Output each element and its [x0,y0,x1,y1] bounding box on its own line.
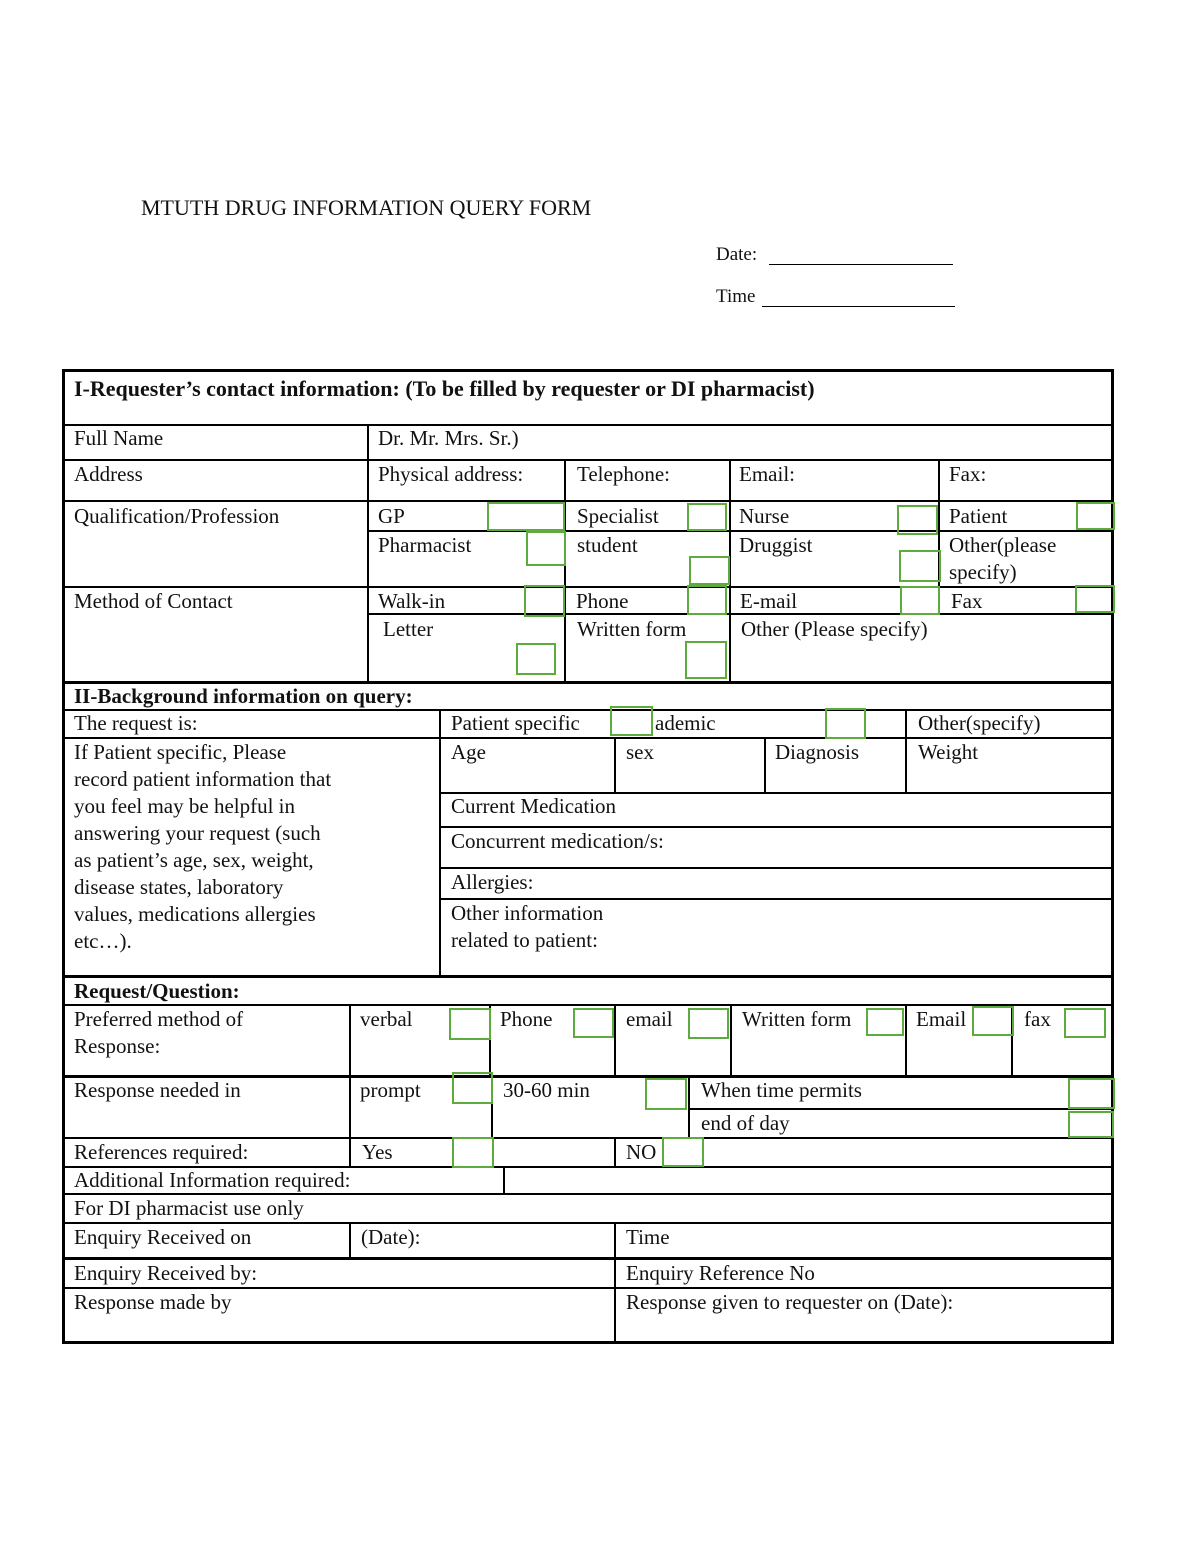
phone-contact-checkbox[interactable] [687,585,727,615]
telephone-field[interactable]: Telephone: [577,462,670,486]
when-permits-checkbox[interactable] [1068,1078,1115,1109]
written-form-label: Written form [577,617,687,641]
email-response-checkbox[interactable] [688,1008,729,1039]
preferred-method-label: Preferred method of [74,1007,244,1031]
time-field[interactable] [762,306,955,307]
response-needed-label: Response needed in [74,1078,241,1102]
instructions-line: values, medications allergies [74,902,316,926]
section3-header: Request/Question: [74,979,240,1003]
enquiry-date-field[interactable]: (Date): [361,1225,421,1249]
references-label: References required: [74,1140,249,1164]
other-contact-label: Other (Please specify) [741,617,928,641]
student-label: student [577,533,638,557]
col-divider [614,737,616,793]
response-made-by-field[interactable]: Response made by [74,1290,232,1314]
preferred-method-label-2: Response: [74,1034,161,1058]
enquiry-time-field[interactable]: Time [626,1225,670,1249]
druggist-label: Druggist [739,533,813,557]
additional-info-label: Additional Information required: [74,1168,351,1192]
student-checkbox[interactable] [689,556,730,585]
row-divider [62,500,1114,502]
walkin-label: Walk-in [378,589,446,613]
row-divider [440,867,1114,869]
col-divider [688,1075,690,1138]
col-divider [349,1004,351,1167]
letter-checkbox[interactable] [516,643,556,675]
email-contact-label: E-mail [740,589,798,613]
fax-field[interactable]: Fax: [949,462,987,486]
verbal-checkbox[interactable] [449,1008,491,1040]
other-profession-label-2: specify) [949,560,1017,584]
enquiry-reference-field[interactable]: Enquiry Reference No [626,1261,815,1285]
specialist-label: Specialist [577,504,659,528]
when-permits-label: When time permits [701,1078,862,1102]
patient-label: Patient [949,504,1008,528]
druggist-checkbox[interactable] [899,550,941,582]
full-name-field[interactable]: Dr. Mr. Mrs. Sr.) [378,426,519,450]
age-field[interactable]: Age [451,740,486,764]
col-divider [367,424,369,682]
instructions-line: etc…). [74,929,132,953]
email-response-label: email [626,1007,673,1031]
gp-label: GP [378,504,405,528]
section1-header: I-Requester’s contact information: (To be filled by requester or DI pharmacist) [74,376,815,401]
response-given-field[interactable]: Response given to requester on (Date): [626,1290,954,1314]
letter-label: Letter [383,617,434,641]
yes-label: Yes [362,1140,393,1164]
fax-response-label: fax [1024,1007,1051,1031]
col-divider [905,709,907,793]
other-info-field[interactable]: Other information [451,901,604,925]
instructions-line: record patient information that [74,767,332,791]
verbal-label: verbal [360,1007,413,1031]
nurse-checkbox[interactable] [897,505,938,535]
table-border-top [62,369,1114,372]
email-field[interactable]: Email: [739,462,795,486]
col-divider [503,1166,505,1194]
instructions-line: disease states, laboratory [74,875,284,899]
diagnosis-field[interactable]: Diagnosis [775,740,859,764]
instructions-line: you feel may be helpful in [74,794,296,818]
fax-contact-checkbox[interactable] [1075,585,1115,613]
phone-response-label: Phone [500,1007,553,1031]
qualification-label: Qualification/Profession [74,504,280,528]
col-divider [614,1222,616,1343]
academic-label: ademic [655,711,716,735]
fax-contact-label: Fax [951,589,983,613]
pharmacist-checkbox[interactable] [526,531,566,566]
written-response-checkbox[interactable] [866,1008,904,1036]
concurrent-medication-field[interactable]: Concurrent medication/s: [451,829,664,853]
allergies-field[interactable]: Allergies: [451,870,534,894]
address-label: Address [74,462,143,486]
section2-header: II-Background information on query: [74,684,413,708]
table-border-left [62,369,65,1343]
col-divider [439,709,441,976]
nurse-label: Nurse [739,504,790,528]
prompt-checkbox[interactable] [452,1072,493,1104]
col-divider [564,459,566,682]
email2-response-checkbox[interactable] [972,1006,1014,1036]
end-of-day-label: end of day [701,1111,790,1135]
col-divider [349,1222,351,1258]
yes-checkbox[interactable] [452,1137,494,1168]
sex-field[interactable]: sex [626,740,654,764]
patient-checkbox[interactable] [1076,502,1115,530]
col-divider [730,1004,732,1076]
walkin-checkbox[interactable] [524,585,565,617]
instructions-line: answering your request (such [74,821,321,845]
patient-specific-label: Patient specific [451,711,580,735]
no-label: NO [626,1140,657,1164]
enquiry-received-by-field[interactable]: Enquiry Received by: [74,1261,258,1285]
date-field[interactable] [769,264,953,265]
fax-response-checkbox[interactable] [1064,1008,1106,1038]
form-title: MTUTH DRUG INFORMATION QUERY FORM [141,195,592,220]
col-divider [764,737,766,793]
di-only-label: For DI pharmacist use only [74,1196,304,1220]
instructions-line: as patient’s age, sex, weight, [74,848,314,872]
patient-specific-checkbox[interactable] [610,706,653,736]
email-contact-checkbox[interactable] [900,586,940,615]
physical-address-field[interactable]: Physical address: [378,462,524,486]
no-checkbox[interactable] [662,1137,704,1167]
col-divider [614,1137,616,1167]
col-divider [614,1004,616,1076]
full-name-label: Full Name [74,426,164,450]
prompt-label: prompt [360,1078,421,1102]
written-form-checkbox[interactable] [685,641,727,679]
phone-contact-label: Phone [576,589,629,613]
instructions-line: If Patient specific, Please [74,740,287,764]
request-is-label: The request is: [74,711,198,735]
col-divider [905,1004,907,1076]
table-border-bottom [62,1341,1114,1344]
row-divider [62,424,1114,426]
specialist-checkbox[interactable] [687,503,727,531]
thirty-sixty-label: 30-60 min [503,1078,590,1102]
time-label: Time [716,286,756,307]
pharmacist-label: Pharmacist [378,533,472,557]
end-of-day-checkbox[interactable] [1068,1111,1114,1138]
academic-checkbox[interactable] [825,708,866,739]
enquiry-received-on-label: Enquiry Received on [74,1225,252,1249]
phone-response-checkbox[interactable] [573,1008,614,1038]
contact-method-label: Method of Contact [74,589,233,613]
date-label: Date: [716,244,758,265]
other-specify-label: Other(specify) [918,711,1041,735]
gp-checkbox[interactable] [487,502,565,531]
other-profession-label: Other(please [949,533,1057,557]
written-response-label: Written form [742,1007,852,1031]
current-medication-field[interactable]: Current Medication [451,794,617,818]
thirty-sixty-checkbox[interactable] [645,1078,687,1110]
email2-response-label: Email [916,1007,967,1031]
weight-field[interactable]: Weight [918,740,979,764]
other-info-field-2: related to patient: [451,928,598,952]
